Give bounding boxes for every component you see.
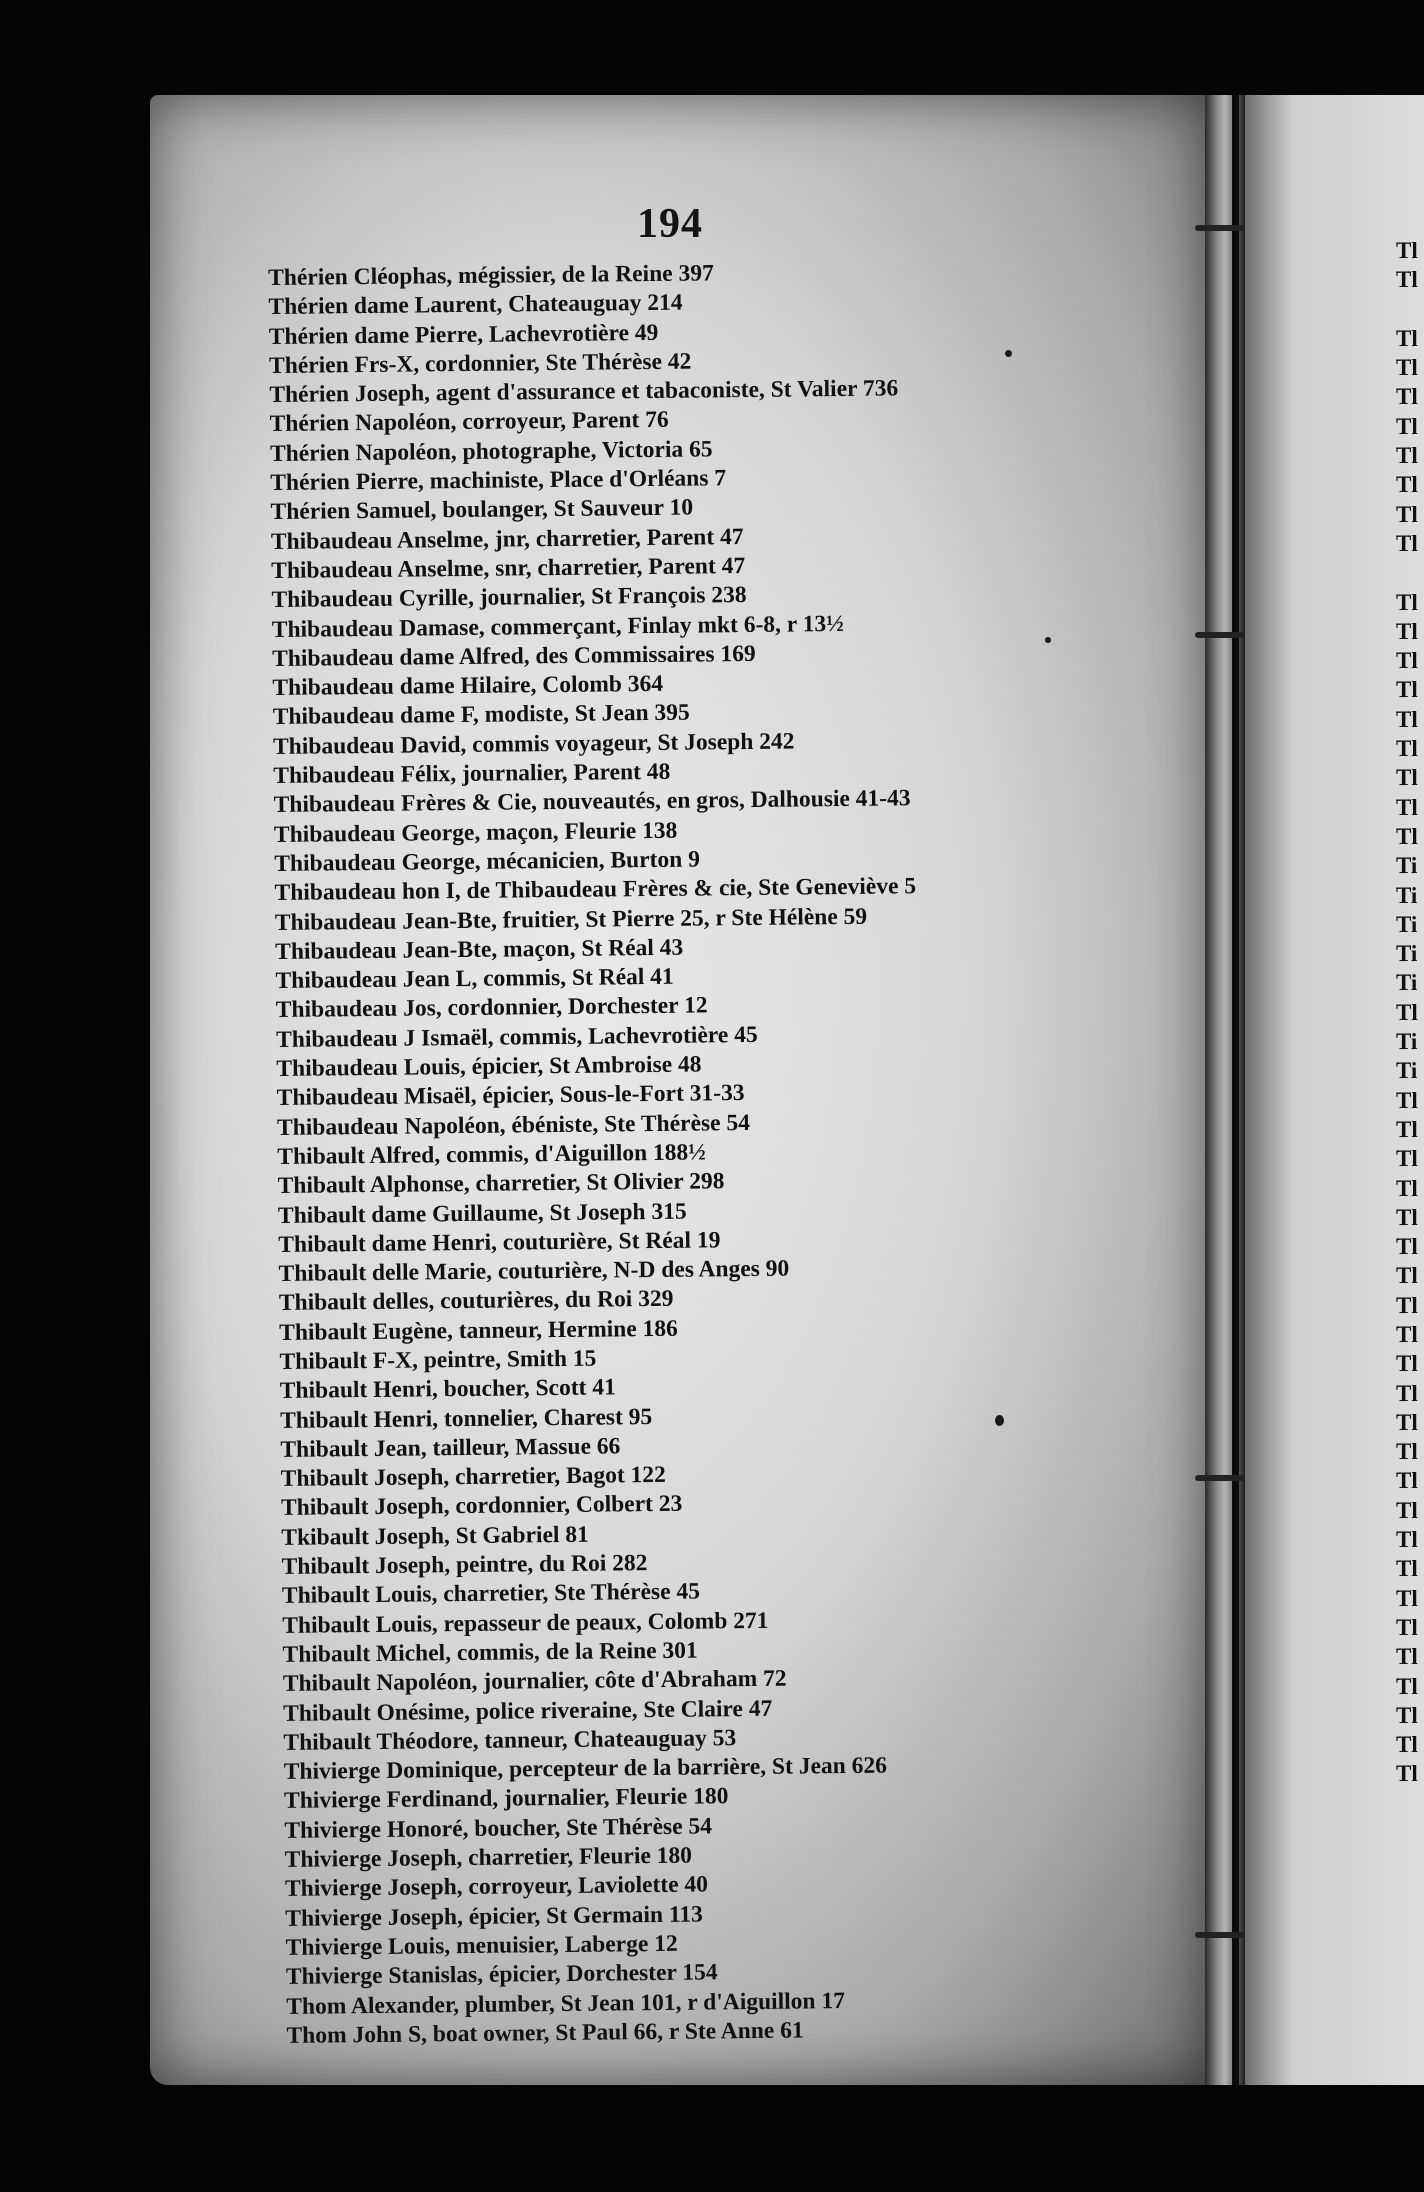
facing-page-fragment: Tl <box>1396 1761 1418 1787</box>
facing-page-fragment: Tl <box>1396 1527 1418 1553</box>
facing-page-fragment: Tl <box>1396 1409 1418 1435</box>
directory-entry: Thibaudeau Anselme, snr, charretier, Parent 47 <box>271 552 746 584</box>
facing-page-fragment: Tl <box>1396 355 1418 381</box>
directory-entry: Thivierge Joseph, charretier, Fleurie 180 <box>284 1842 693 1873</box>
facing-page-fragment: Tl <box>1396 1585 1418 1611</box>
directory-entry: Thibaudeau Félix, journalier, Parent 48 <box>273 758 671 790</box>
facing-page-gap <box>1396 558 1424 587</box>
facing-page-fragment: Tl <box>1396 1263 1418 1289</box>
directory-entry: Thérien dame Laurent, Chateauguay 214 <box>268 289 683 321</box>
facing-page-fragment: Tl <box>1396 706 1418 732</box>
facing-page-fragment: Tl <box>1396 1234 1418 1260</box>
directory-entry: Thibault Joseph, cordonnier, Colbert 23 <box>280 1491 683 1522</box>
directory-entry: Thibaudeau Cyrille, journalier, St François 238 <box>271 582 747 614</box>
directory-entry: Thibault Jean, tailleur, Massue 66 <box>280 1433 621 1463</box>
directory-entry: Thibault Alphonse, charretier, St Olivier 298 <box>277 1168 725 1200</box>
directory-entry: Thibault dame Guillaume, St Joseph 315 <box>277 1198 687 1229</box>
directory-entry: Thibaudeau dame Alfred, des Commissaires 169 <box>271 640 756 672</box>
facing-page-fragment: Tl <box>1396 999 1418 1025</box>
facing-page-fragment: Tl <box>1396 1321 1418 1347</box>
facing-page-fragment: Tl <box>1396 1468 1418 1494</box>
facing-page-fragment: Ti <box>1396 941 1418 967</box>
facing-page-fragment: Tl <box>1396 1351 1418 1377</box>
facing-page-fragment <box>1396 295 1424 324</box>
directory-entry: Thom Alexander, plumber, St Jean 101, r d'Aiguillon 17 <box>286 1987 846 2020</box>
facing-page-fragment: Tl <box>1396 443 1418 469</box>
directory-entry: Thivierge Dominique, percepteur de la barrière, St Jean 626 <box>283 1752 888 1786</box>
directory-entry: Thivierge Louis, menuisier, Laberge 12 <box>285 1930 678 1961</box>
directory-entry: Thibault Alfred, commis, d'Aiguillon 188½ <box>277 1139 706 1170</box>
directory-entry: Thérien Samuel, boulanger, St Sauveur 10 <box>270 494 694 526</box>
directory-entry: Thivierge Joseph, corroyeur, Laviolette 40 <box>284 1871 709 1903</box>
directory-entry: Thibaudeau David, commis voyageur, St Joseph 242 <box>272 728 795 760</box>
facing-page-fragment: Tl <box>1396 794 1418 820</box>
directory-entry: Thibault delle Marie, couturière, N-D des Anges 90 <box>278 1255 790 1288</box>
facing-page-fragment: Tl <box>1396 1732 1418 1758</box>
directory-entry: Thérien Napoléon, corroyeur, Parent 76 <box>269 407 669 438</box>
facing-page-fragment: Tl <box>1396 413 1418 439</box>
facing-page-fragments <box>1396 236 1424 1789</box>
directory-entry: Thibault Onésime, police riveraine, Ste Claire 47 <box>283 1695 773 1727</box>
directory-entry: Thibaudeau dame F, modiste, St Jean 395 <box>272 700 690 731</box>
facing-page-fragment: Tl <box>1396 677 1418 703</box>
directory-entry: Thibaudeau Jos, cordonnier, Dorchester 12 <box>275 992 708 1024</box>
facing-page-fragment: Tl <box>1396 736 1418 762</box>
directory-entry: Thibault Eugène, tanneur, Hermine 186 <box>279 1315 678 1346</box>
facing-page-fragment: Tl <box>1396 1292 1418 1318</box>
directory-entry: Thérien Frs-X, cordonnier, Ste Thérèse 42 <box>268 348 692 379</box>
directory-entry: Thibault Louis, repasseur de peaux, Colomb 271 <box>282 1607 769 1639</box>
facing-page-fragment: Tl <box>1396 384 1418 410</box>
facing-page-fragment: Tl <box>1396 823 1418 849</box>
facing-page-fragment: Ti <box>1396 882 1418 908</box>
directory-entry: Thibault Michel, commis, de la Reine 301 <box>282 1637 698 1668</box>
directory-entry: Thibaudeau Jean-Bte, maçon, St Réal 43 <box>275 934 684 965</box>
page-number: 194 <box>637 201 703 247</box>
directory-entry: Thibaudeau Misaël, épicier, Sous-le-Fort 31-33 <box>276 1080 745 1112</box>
facing-page-fragment: Tl <box>1396 325 1418 351</box>
directory-entry: Thibaudeau George, mécanicien, Burton 9 <box>274 846 701 877</box>
facing-page-fragment: Tl <box>1396 589 1418 615</box>
directory-entry: Thibault Napoléon, journalier, côte d'Abraham 72 <box>282 1665 787 1698</box>
directory-entry: Thérien Pierre, machiniste, Place d'Orléans 7 <box>270 465 727 497</box>
facing-page-fragment: Ti <box>1396 970 1418 996</box>
facing-page-fragment: Tl <box>1396 1702 1418 1728</box>
directory-entry: Thivierge Stanislas, épicier, Dorchester 154 <box>285 1959 718 1991</box>
facing-page-fragment: Tl <box>1396 1380 1418 1406</box>
directory-entries <box>268 254 1217 2051</box>
directory-entry: Thivierge Ferdinand, journalier, Fleurie 180 <box>283 1783 729 1815</box>
directory-entry: Thibaudeau dame Hilaire, Colomb 364 <box>272 671 664 702</box>
facing-page-fragment: Tl <box>1396 1439 1418 1465</box>
facing-page-fragment: Tl <box>1396 618 1418 644</box>
directory-entry: Thérien Joseph, agent d'assurance et tabaconiste, St Valier 736 <box>269 375 899 409</box>
binding-stitch <box>1195 632 1245 638</box>
facing-page-fragment: Tl <box>1396 765 1418 791</box>
directory-entry: Tkibault Joseph, St Gabriel 81 <box>281 1521 589 1551</box>
directory-entry: Thibault Henri, tonnelier, Charest 95 <box>279 1403 653 1434</box>
directory-entry: Thibault delles, couturières, du Roi 329 <box>278 1286 674 1317</box>
facing-page-fragment: Tl <box>1396 1087 1418 1113</box>
facing-page-fragment: Tl <box>1396 1146 1418 1172</box>
directory-entry: Thivierge Joseph, épicier, St Germain 113 <box>285 1901 703 1932</box>
directory-entry: Thibaudeau J Ismaël, commis, Lachevrotière 45 <box>275 1021 758 1053</box>
directory-entry: Thérien Cléophas, mégissier, de la Reine 397 <box>268 260 714 291</box>
facing-page-fragment: Tl <box>1396 1673 1418 1699</box>
binding-line <box>1232 95 1239 2085</box>
directory-entry: Thibaudeau Louis, épicier, St Ambroise 48 <box>276 1051 702 1082</box>
directory-entry: Thom John S, boat owner, St Paul 66, r Ste Anne 61 <box>286 2017 804 2049</box>
facing-page-fragment: Tl <box>1396 472 1418 498</box>
facing-page-fragment: Tl <box>1396 530 1418 556</box>
directory-entry: Thibaudeau George, maçon, Fleurie 138 <box>273 817 678 848</box>
directory-entry: Thibault Joseph, charretier, Bagot 122 <box>280 1462 667 1493</box>
directory-entry: Thibault F-X, peintre, Smith 15 <box>279 1345 597 1375</box>
facing-page-fragment: Tl <box>1396 501 1418 527</box>
directory-entry: Thibault Joseph, peintre, du Roi 282 <box>281 1550 648 1580</box>
facing-page-fragment: Ti <box>1396 1058 1418 1084</box>
directory-entry: Thibault Théodore, tanneur, Chateauguay 53 <box>283 1725 737 1756</box>
directory-entry: Thérien Napoléon, photographe, Victoria 65 <box>269 436 713 467</box>
facing-page-fragment: Tl <box>1396 1175 1418 1201</box>
facing-page-fragment: Tl <box>1396 267 1418 293</box>
directory-entry: Thibault Henri, boucher, Scott 41 <box>279 1374 616 1405</box>
directory-entry: Thibaudeau Frères & Cie, nouveautés, en gros, Dalhousie 41-43 <box>273 785 911 819</box>
facing-page-fragment: Ti <box>1396 853 1418 879</box>
facing-page-fragment: Tl <box>1396 1204 1418 1230</box>
directory-entry: Thibaudeau Jean-Bte, fruitier, St Pierre 25, r Ste Hélène 59 <box>274 903 868 936</box>
directory-entry: Thérien dame Pierre, Lachevrotière 49 <box>268 319 659 350</box>
directory-entry: Thivierge Honoré, boucher, Ste Thérèse 54 <box>284 1813 713 1844</box>
facing-page-fragment: Tl <box>1396 1116 1418 1142</box>
facing-page-fragment: Tl <box>1396 1556 1418 1582</box>
directory-entry: Thibault dame Henri, couturière, St Réal 19 <box>278 1227 721 1258</box>
directory-entry: Thibault Louis, charretier, Ste Thérèse 45 <box>281 1578 701 1610</box>
directory-entry: Thibaudeau Napoléon, ébéniste, Ste Thérèse 54 <box>276 1109 751 1141</box>
facing-page-fragment: Tl <box>1396 1497 1418 1523</box>
directory-entry: Thibaudeau Jean L, commis, St Réal 41 <box>275 963 674 995</box>
directory-entry: Thibaudeau Damase, commerçant, Finlay mkt 6-8, r 13½ <box>271 610 844 643</box>
facing-page-fragment: Ti <box>1396 911 1418 937</box>
facing-page-fragment: Tl <box>1396 1644 1418 1670</box>
binding-stitch <box>1195 225 1245 231</box>
directory-entry: Thibaudeau hon I, de Thibaudeau Frères & cie, Ste Geneviève 5 <box>274 873 917 907</box>
facing-page-fragment: Ti <box>1396 1029 1418 1055</box>
facing-page-fragment: Tl <box>1396 1614 1418 1640</box>
facing-page-fragment: Tl <box>1396 648 1418 674</box>
facing-page-fragment: Tl <box>1396 238 1418 263</box>
directory-entry: Thibaudeau Anselme, jnr, charretier, Parent 47 <box>270 523 744 555</box>
